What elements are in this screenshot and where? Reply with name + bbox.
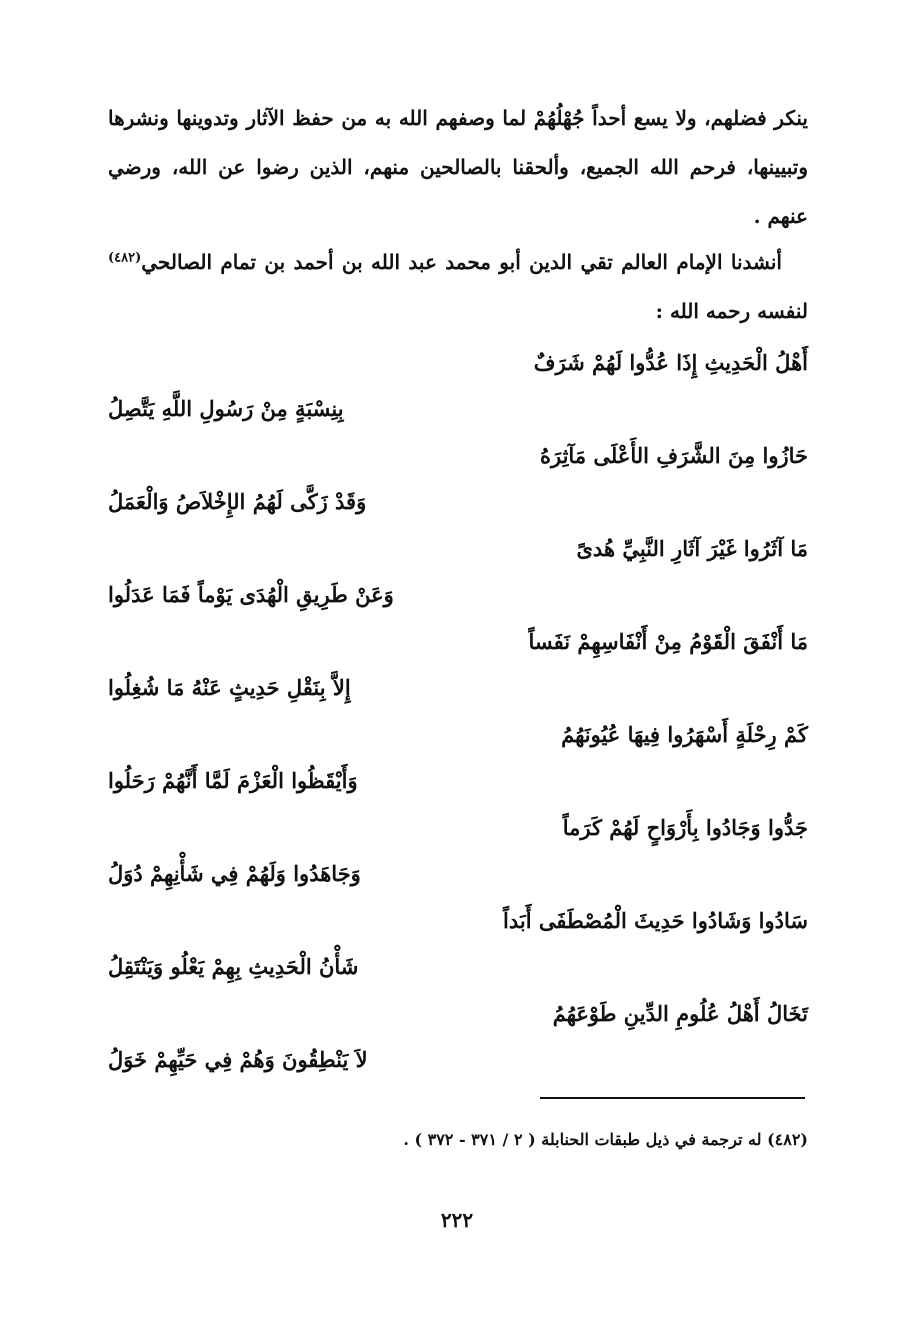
footnote: (٤٨٢) له ترجمة في ذيل طبقات الحنابلة ( ٢ / ٣٧١ - ٣٧٢ ) . xyxy=(403,1130,808,1149)
paragraph-1-text: ينكر فضلهم، ولا يسع أحداً جُهْلُهُمْ لما وصفهم الله به من حفظ الآثار وتدوينها ونشرها وتبيينها، فرحم الله الجميع، وألحقنا بالصالحين منهم، الذين رضوا عن الله، ورضي عنهم . xyxy=(108,106,808,228)
verse-8-hemistich-1: تَخَالُ أَهْلُ عُلُومِ الدِّينِ طَوْعَهُمُ xyxy=(552,1001,808,1026)
verse-3-hemistich-2: وَعَنْ طَرِيقِ الْهُدَى يَوْماً فَمَا عَدَلُوا xyxy=(108,582,394,607)
verse-7-hemistich-2: شَأْنُ الْحَدِيثِ بِهِمْ يَعْلُو وَيَنْتَقِلُ xyxy=(108,954,359,979)
footnote-divider xyxy=(540,1097,805,1099)
paragraph-2-before-ref: أنشدنا الإمام العالم تقي الدين أبو محمد عبد الله بن أحمد بن تمام الصالحي xyxy=(141,250,782,274)
prose-paragraph-1 xyxy=(108,94,808,241)
page-number: ٢٢٢ xyxy=(440,1208,474,1232)
verse-3-hemistich-1: مَا آثَرُوا غَيْرَ آثَارِ النَّبِيِّ هُدىً xyxy=(576,536,808,561)
paragraph-2-after-ref: لنفسه رحمه الله : xyxy=(655,299,808,323)
verse-2-hemistich-1: حَازُوا مِنَ الشَّرَفِ الأَعْلَى مَآثِرَهُ xyxy=(540,443,808,468)
verse-8-hemistich-2: لاَ يَنْطِقُونَ وَهُمْ فِي حَيِّهِمْ خَوَلُ xyxy=(108,1047,368,1072)
footnote-reference: (٤٨٢) xyxy=(108,250,142,266)
verse-6-hemistich-2: وَجَاهَدُوا وَلَهُمْ فِي شَأْنِهِمْ دُوَلُ xyxy=(108,861,361,886)
verse-4-hemistich-2: إِلاَّ بِنَقْلِ حَدِيثٍ عَنْهُ مَا شُغِلُوا xyxy=(108,675,351,700)
verse-6-hemistich-1: جَدُّوا وَجَادُوا بِأَرْوَاحٍ لَهُمْ كَرَماً xyxy=(562,815,808,840)
prose-paragraph-2 xyxy=(108,238,808,336)
verse-5-hemistich-1: كَمْ رِحْلَةٍ أَسْهَرُوا فِيهَا عُيُونَهُمُ xyxy=(561,722,808,747)
verse-7-hemistich-1: سَادُوا وَشَادُوا حَدِيثَ الْمُصْطَفَى أَبَداً xyxy=(503,908,808,933)
verse-5-hemistich-2: وَأَيْقَظُوا الْعَزْمَ لَمَّا أَنَّهُمْ رَحَلُوا xyxy=(108,768,358,793)
verse-1-hemistich-1: أَهْلُ الْحَدِيثِ إِذَا عُدُّوا لَهُمْ شَرَفٌ xyxy=(533,350,808,375)
verse-4-hemistich-1: مَا أَنْفَقَ الْقَوْمُ مِنْ أَنْفَاسِهِمْ نَفَساً xyxy=(528,629,808,654)
verse-1-hemistich-2: بِنِسْبَةٍ مِنْ رَسُولِ اللَّهِ يَتَّصِلُ xyxy=(108,396,344,421)
paragraph-2-text xyxy=(108,238,808,336)
verse-2-hemistich-2: وَقَدْ زَكَّى لَهُمُ الإِخْلاَصُ وَالْعَمَلُ xyxy=(108,489,367,514)
